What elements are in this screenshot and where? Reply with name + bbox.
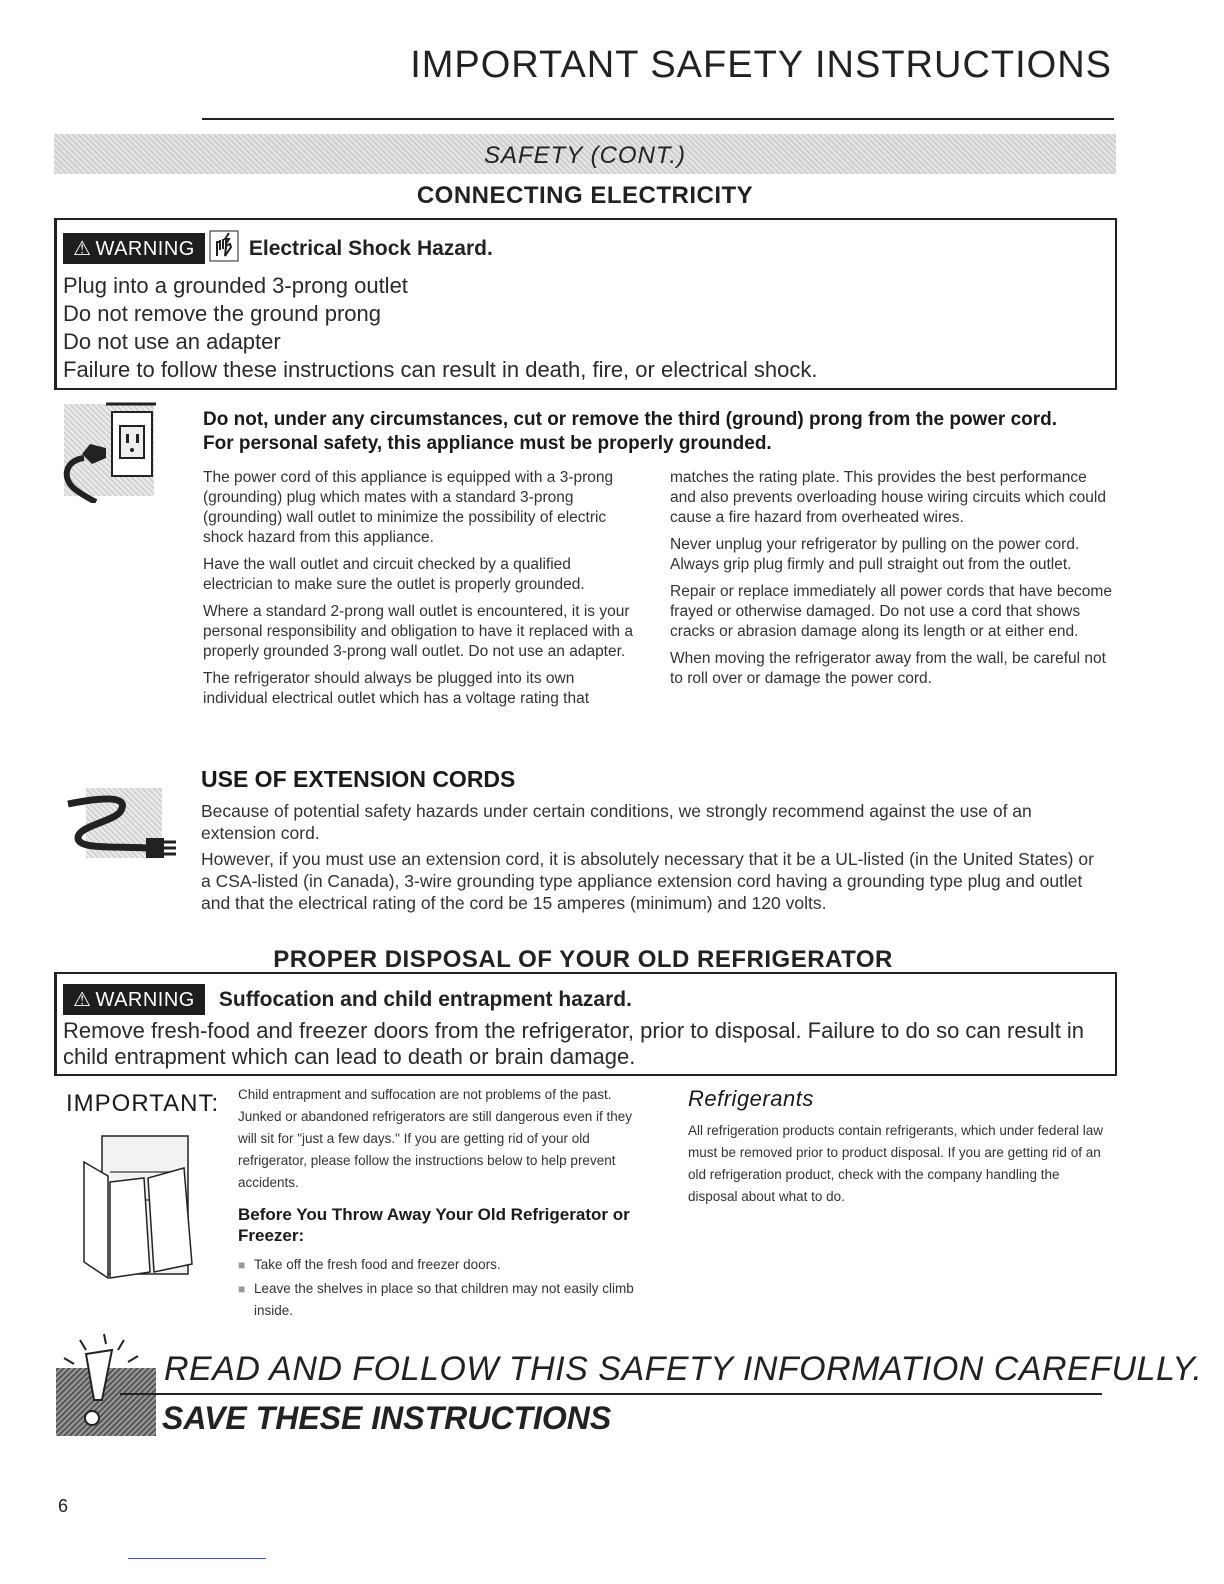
suffocation-hazard-title: Suffocation and child entrapment hazard. [218,987,632,1011]
bottom-link-rule [128,1558,266,1559]
paragraph: Where a standard 2-prong wall outlet is encountered, it is your personal responsibility and obligation to have it replaced with a properly grounded 3-prong wall outlet. Do not use an adapter. [203,603,633,660]
suffocation-warning-box [54,972,1117,1076]
electrical-hazard-title: Electrical Shock Hazard. [248,236,493,260]
disposal-steps [238,1254,648,1322]
alert-triangle-icon: ⚠ [73,238,92,260]
shock-hand-icon [209,230,239,267]
list-item: ■ Take off the fresh food and freezer doors. [238,1254,648,1276]
extension-cord-illustration [58,786,180,866]
warning-badge: ⚠ WARNING [63,233,205,264]
before-throw-away-heading: Before You Throw Away Your Old Refrigerator or Freezer: [238,1205,630,1245]
grounding-notice [203,408,1103,456]
list-item: ■ Leave the shelves in place so that children may not easily climb inside. [238,1278,648,1322]
disposal-heading: PROPER DISPOSAL OF YOUR OLD REFRIGERATOR [273,946,893,973]
warning-badge: ⚠ WARNING [63,984,205,1015]
important-notice [238,1084,648,1324]
important-label: IMPORTANT: [66,1090,220,1117]
paragraph: Never unplug your refrigerator by pulling on the power cord. Always grip plug firmly and pull straight out from the outlet. [670,536,1080,573]
warning-line: Failure to follow these instructions can result in death, fire, or electrical shock. [63,357,818,382]
read-follow-banner: READ AND FOLLOW THIS SAFETY INFORMATION CAREFULLY. [164,1350,1203,1388]
page-number: 6 [58,1496,69,1516]
alert-triangle-icon: ⚠ [73,989,92,1011]
paragraph: Have the wall outlet and circuit checked by a qualified electrician to make sure the outlet is properly grounded. [203,556,585,593]
save-instructions-banner: SAVE THESE INSTRUCTIONS [162,1400,612,1436]
connecting-heading: CONNECTING ELECTRICITY [416,182,754,209]
section-band [54,134,1116,174]
paragraph: Because of potential safety hazards under certain conditions, we strongly recommend against the use of an extension cord. [201,801,1032,843]
refrigerants-block [688,1120,1108,1214]
warning-line: Plug into a grounded 3-prong outlet [63,273,408,298]
warning-line: Do not remove the ground prong [63,301,381,326]
paragraph: The refrigerator should always be plugged into its own individual electrical outlet which has a voltage rating that [203,670,590,707]
section-band-label: SAFETY (CONT.) [483,142,687,169]
refrigerants-heading: Refrigerants [688,1086,814,1111]
grounding-notice-line: Do not, under any circumstances, cut or remove the third (ground) prong from the power cord. [203,409,1058,430]
electrical-warning-box [54,218,1117,390]
title-divider [202,118,1114,120]
grounding-notice-line: For personal safety, this appliance must be properly grounded. [203,433,772,454]
paragraph: Repair or replace immediately all power cords that have become frayed or otherwise damaged. Do not use a cord that shows cracks or abrasion damage along its length or at either end. [670,583,1112,640]
paragraph: When moving the refrigerator away from the wall, be careful not to roll over or damage the power cord. [670,650,1106,687]
caution-hand-illustration [44,1330,162,1438]
bullet-icon: ■ [238,1282,246,1296]
plug-outlet-illustration [56,398,156,503]
page-title: IMPORTANT SAFETY INSTRUCTIONS [410,44,1112,86]
bullet-icon: ■ [238,1258,246,1272]
footer-divider [120,1393,1102,1395]
suffocation-warning-text: Remove fresh-food and freezer doors from the refrigerator, prior to disposal. Failure to do so can result in child entrapment which can lead to death or brain damage. [63,1018,1085,1069]
grounding-left-column [203,468,643,716]
refrigerator-illustration [80,1132,200,1282]
paragraph: The power cord of this appliance is equipped with a 3-prong (grounding) plug which mates with a standard 3-prong (grounding) wall outlet to minimize the possibility of electric shock hazard from this appliance. [203,469,614,546]
extension-heading: USE OF EXTENSION CORDS [201,766,516,792]
extension-body [201,800,1106,918]
grounding-right-column [670,468,1115,696]
refrigerants-text: All refrigeration products contain refrigerants, which under federal law must be removed prior to product disposal. If you are getting rid of an old refrigeration product, check with the company handling the disposal about what to do. [688,1123,1103,1204]
paragraph: matches the rating plate. This provides the best performance and also prevents overloading house wiring circuits which could cause a fire hazard from overheated wires. [670,469,1106,526]
important-text: Child entrapment and suffocation are not problems of the past. Junked or abandoned refrigerators are still dangerous even if they will sit for "just a few days." If you are getting rid of your old refrigerator, please follow the instructions below to help prevent accidents. [238,1087,632,1190]
warning-line: Do not use an adapter [63,329,281,354]
paragraph: However, if you must use an extension cord, it is absolutely necessary that it be a UL-listed (in the United States) or a CSA-listed (in Canada), 3-wire grounding type appliance extension cord having a grounding type plug and outlet and that the electrical rating of the cord be 15 amperes (minimum) and 120 volts. [201,849,1094,913]
